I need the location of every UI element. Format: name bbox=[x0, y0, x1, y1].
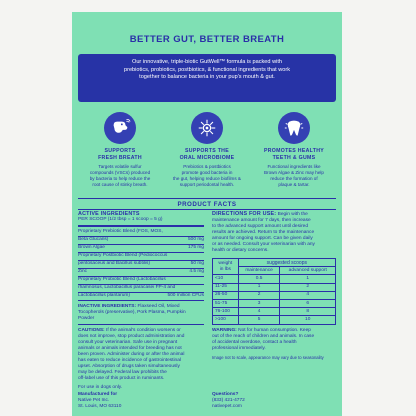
benefit-desc: the gut, helping reduce biofilms & bbox=[173, 175, 241, 181]
benefit-title-1: PROMOTES HEALTHY bbox=[263, 148, 325, 154]
benefit-desc: promote good bacteria in bbox=[181, 169, 233, 175]
product-facts-right bbox=[212, 211, 336, 360]
manufacturer-address: St. Louis, MO 63110 bbox=[78, 404, 122, 410]
dog-head-icon bbox=[104, 112, 136, 144]
footer-manufacturer bbox=[78, 392, 121, 411]
table-row: 76-100 4 8 bbox=[213, 308, 336, 316]
ingredient-table bbox=[78, 229, 204, 301]
warning-text: of accidental overdose, contact a health bbox=[212, 339, 297, 345]
inactive-ingredients bbox=[78, 304, 204, 322]
intro-line-1: Our innovative, triple-biotic GutWell™ formula is packed with bbox=[131, 59, 283, 65]
image-note: Image not to scale, appearance may vary due to seasonality bbox=[212, 354, 324, 360]
cautions-text: has eaten to reduce incidence of gastrointestinal bbox=[78, 358, 181, 363]
table-row: >100 5 10 bbox=[213, 316, 336, 324]
benefit-oral-microbiome bbox=[167, 112, 247, 187]
inactive-text: Tocopherols (preservative), Pork Plasma, Pumpkin bbox=[78, 309, 186, 315]
questions-label: Questions? bbox=[212, 392, 239, 397]
inactive-text: Flaxseed Oil, Mixed bbox=[137, 303, 180, 309]
directions bbox=[212, 211, 336, 254]
warning-label: WARNING: bbox=[212, 327, 237, 333]
benefit-desc: plaque & tartar. bbox=[278, 181, 310, 187]
ingredient-name: Beta Glucans) bbox=[78, 237, 109, 242]
dosage-table bbox=[212, 258, 336, 325]
ingredient-name: Proprietary Postbiotic Blend (Pediococcus bbox=[78, 253, 168, 258]
ingredient-row bbox=[78, 229, 204, 237]
ingredient-row bbox=[78, 237, 204, 245]
benefit-fresh-breath bbox=[80, 112, 160, 187]
cautions-text: been proven. Administer during or after the animal bbox=[78, 352, 185, 357]
benefit-desc: support periodontal health. bbox=[179, 181, 235, 187]
rule bbox=[78, 324, 204, 326]
benefit-teeth-gums bbox=[254, 112, 334, 187]
warning-text: Not for human consumption. Keep bbox=[238, 327, 311, 333]
rule bbox=[78, 225, 204, 227]
ingredient-name: Lactobacillus plantarum) bbox=[78, 293, 130, 298]
intro-line-3: together to balance bacteria in your pup's mouth & gut. bbox=[139, 74, 275, 81]
directions-text: health or dietary concerns. bbox=[212, 248, 269, 253]
divider-facts bbox=[78, 209, 336, 210]
table-row: 26-50 2 4 bbox=[213, 291, 336, 299]
tooth-icon bbox=[278, 112, 310, 144]
benefit-title-2: TEETH & GUMS bbox=[272, 154, 316, 161]
benefit-title-1: SUPPORTS THE bbox=[185, 148, 229, 154]
benefit-desc: Functional ingredients like bbox=[267, 164, 321, 170]
benefit-desc: compounds (VSCs) produced bbox=[89, 169, 151, 175]
ingredient-row bbox=[78, 285, 204, 293]
directions-text: results are achieved. Return to the maintenance bbox=[212, 230, 315, 235]
ingredient-name: rhamnosus, Lactobacillus paracasei FP-4 and bbox=[78, 285, 176, 290]
benefit-title-2: FRESH BREATH bbox=[98, 154, 142, 161]
cautions-text: upset. Absorption of drugs taken simultaneously bbox=[78, 364, 180, 369]
cautions-text: animals or animals intended for breeding has not bbox=[78, 346, 182, 351]
active-ingredients-title: ACTIVE INGREDIENTS bbox=[78, 211, 140, 217]
directions-text: amount for ongoing support. Can be given daily bbox=[212, 236, 313, 241]
per-scoop: PER SCOOP (1/2 tbsp = 1 scoop = 5 g) bbox=[78, 217, 163, 222]
ingredient-amount: 4.5 mg bbox=[189, 269, 204, 274]
ingredient-row bbox=[78, 253, 204, 261]
inactive-label: INACTIVE INGREDIENTS: bbox=[78, 303, 137, 309]
phone-number: (833) 421-4772 bbox=[212, 398, 245, 404]
manufacturer-name: Native Pet Inc. bbox=[78, 398, 110, 404]
cautions-text: If the animal's condition worsens or bbox=[106, 328, 181, 333]
ingredient-amount: 500 mg bbox=[188, 237, 204, 242]
ingredient-row bbox=[78, 269, 204, 277]
warning-text: out of the reach of children and animals. In case bbox=[212, 333, 315, 339]
divider-top bbox=[78, 198, 336, 199]
directions-text: to the advanced support amount until desired bbox=[212, 224, 309, 229]
cautions-text: consult your veterinarian. Safe use in pregnant bbox=[78, 340, 178, 345]
cautions bbox=[78, 328, 204, 382]
product-facts-title: PRODUCT FACTS bbox=[177, 201, 237, 208]
cautions-text: may be delayed. Federal law prohibits the bbox=[78, 370, 167, 375]
ingredient-row bbox=[78, 293, 204, 301]
warning-text: professional immediately. bbox=[212, 345, 266, 351]
manufactured-for-label: Manufactured for bbox=[78, 392, 118, 397]
ingredient-amount: 50 mg bbox=[190, 261, 204, 266]
maintenance-header: maintenance bbox=[238, 267, 280, 275]
ingredient-row bbox=[78, 245, 204, 253]
footer-contact bbox=[212, 392, 245, 411]
ingredient-name: Brown Algae bbox=[78, 245, 105, 250]
directions-text: or as needed. Consult your veterinarian with any bbox=[212, 242, 315, 247]
table-row: <10 0.5 1 bbox=[213, 275, 336, 283]
ingredient-amount: 500 million CFUs bbox=[167, 293, 204, 298]
benefit-desc: Prebiotics & postbiotics bbox=[183, 164, 231, 170]
weight-header: weight in lbs bbox=[213, 259, 239, 275]
advanced-support-header: advanced support bbox=[280, 267, 336, 275]
cautions-text: off-label use of this product in ruminants. bbox=[78, 376, 165, 381]
directions-text: maintenance amount for 7 days, then increase bbox=[212, 218, 311, 223]
product-facts-left bbox=[78, 211, 204, 391]
benefit-desc: Brown Algae & Zinc may help bbox=[263, 169, 324, 175]
directions-text: Begin with the bbox=[277, 212, 308, 217]
warning bbox=[212, 328, 336, 352]
benefits-row bbox=[80, 112, 334, 192]
ingredient-amount: 175 mg bbox=[188, 245, 204, 250]
headline: BETTER GUT, BETTER BREATH bbox=[129, 34, 285, 45]
ingredient-name: pentosaceus and Bacillus subtilis) bbox=[78, 261, 150, 266]
ingredient-name: Proprietary Prebiotic Blend (FOS, MOS, bbox=[78, 229, 163, 234]
product-bag bbox=[72, 12, 342, 416]
inactive-text: Powder bbox=[78, 315, 95, 321]
cautions-label: CAUTIONS: bbox=[78, 328, 105, 333]
ingredient-name: Zinc bbox=[78, 269, 88, 274]
ingredient-name: Proprietary Probiotic Blend (Lactobacillus bbox=[78, 277, 166, 282]
benefit-title-2: ORAL MICROBIOME bbox=[179, 154, 235, 161]
website: nativepet.com bbox=[212, 404, 242, 410]
benefit-title-1: SUPPORTS bbox=[104, 148, 136, 154]
ingredient-row bbox=[78, 277, 204, 285]
ingredient-row bbox=[78, 261, 204, 269]
benefit-desc: by bacteria to help reduce the bbox=[89, 175, 151, 181]
table-row: 51-75 3 6 bbox=[213, 299, 336, 307]
microbiome-icon bbox=[191, 112, 223, 144]
intro-banner bbox=[78, 54, 336, 102]
intro-line-2: prebiotics, probiotics, postbiotics, & functional ingredients that work bbox=[123, 66, 291, 73]
benefit-desc: reduce the formation of bbox=[270, 175, 318, 181]
benefit-desc: Targets volatile sulfur bbox=[98, 164, 142, 170]
table-row: 11-25 1 2 bbox=[213, 283, 336, 291]
benefit-desc: root cause of stinky breath. bbox=[92, 181, 148, 187]
suggested-scoops-header: suggested scoops bbox=[238, 259, 335, 267]
cautions-text: does not improve, stop product administration and bbox=[78, 334, 185, 339]
directions-label: DIRECTIONS FOR USE: bbox=[212, 211, 277, 217]
use-in-dogs: For use in dogs only. bbox=[78, 385, 123, 390]
